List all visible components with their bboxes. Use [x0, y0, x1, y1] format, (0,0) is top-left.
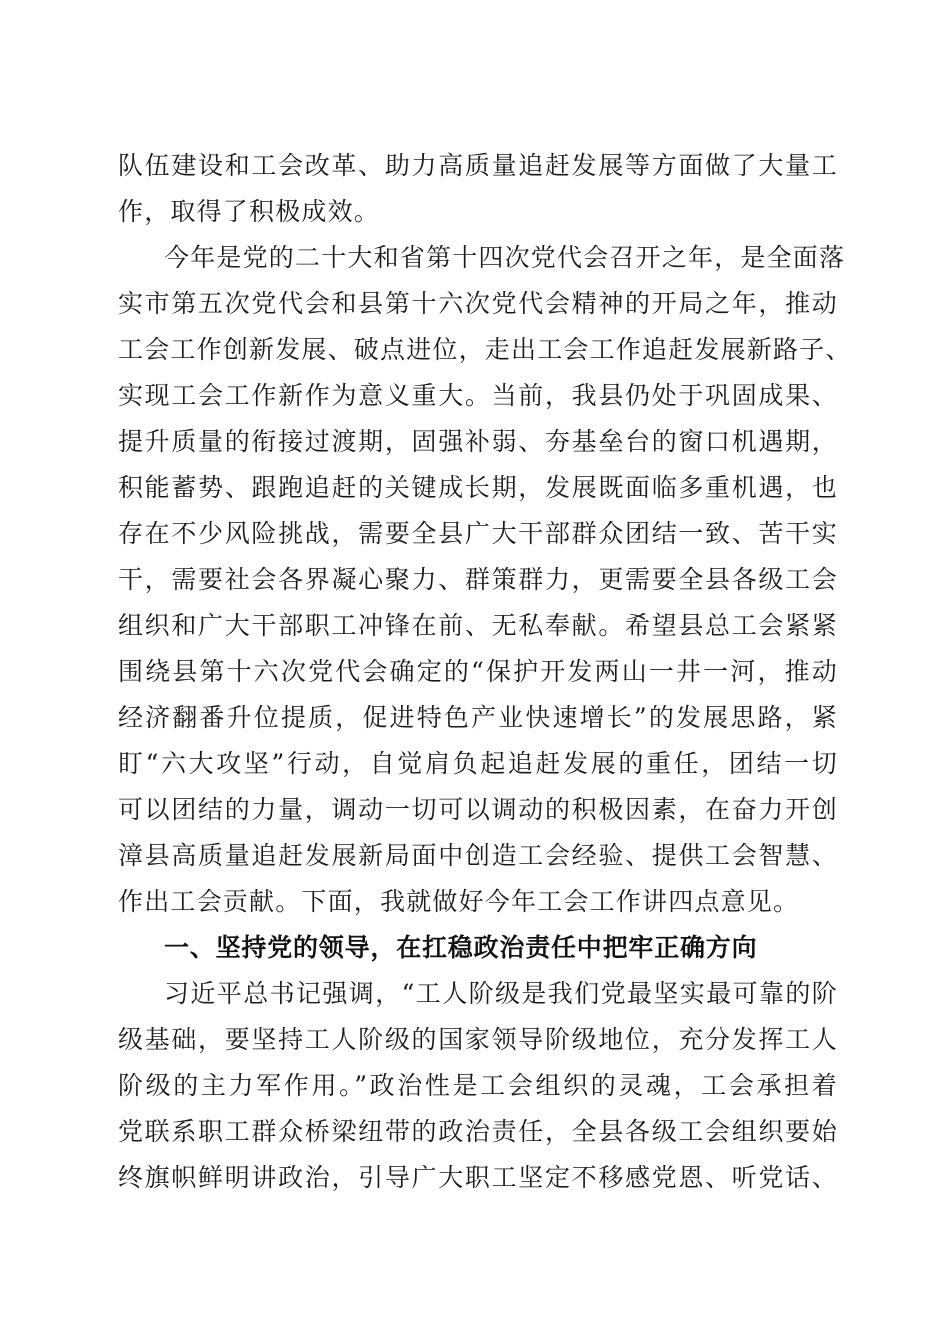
paragraph-1-line-1: 队伍建设和工会改革、助力高质量追赶发展等方面做了大量工 [118, 151, 838, 180]
paragraph-2-line-3: 工会工作创新发展、破点进位，走出工会工作追赶发展新路子、 [118, 335, 852, 364]
paragraph-3-line-2: 级基础，要坚持工人阶级的国家领导阶级地位，充分发挥工人 [118, 1025, 838, 1054]
paragraph-3-line-5: 终旗帜鲜明讲政治，引导广大职工坚定不移感党恩、听党话、 [118, 1163, 838, 1192]
paragraph-2-line-15: 作出工会贡献。下面，我就做好今年工会工作讲四点意见。 [118, 887, 800, 916]
paragraph-2-line-11: 经济翻番升位提质，促进特色产业快速增长”的发展思路，紧 [118, 703, 838, 732]
paragraph-2-line-13: 可以团结的力量，调动一切可以调动的积极因素，在奋力开创 [118, 795, 838, 824]
paragraph-2-line-10: 围绕县第十六次党代会确定的“保护开发两山一井一河，推动 [118, 657, 838, 686]
paragraph-2-line-5: 提升质量的衔接过渡期，固强补弱、夯基垒台的窗口机遇期， [118, 427, 838, 456]
paragraph-3-line-1: 习近平总书记强调，“工人阶级是我们党最坚实最可靠的阶 [164, 979, 838, 1008]
paragraph-2-line-12: 盯“六大攻坚”行动，自觉肩负起追赶发展的重任，团结一切 [118, 749, 838, 778]
paragraph-2-line-14: 漳县高质量追赶发展新局面中创造工会经验、提供工会智慧、 [118, 841, 838, 870]
paragraph-3-line-4: 党联系职工群众桥梁纽带的政治责任，全县各级工会组织要始 [118, 1117, 838, 1146]
paragraph-2-line-6: 积能蓄势、跟跑追赶的关键成长期，发展既面临多重机遇，也 [118, 473, 838, 502]
paragraph-2-line-1: 今年是党的二十大和省第十四次党代会召开之年，是全面落 [164, 243, 846, 272]
paragraph-1-line-2: 作，取得了积极成效。 [118, 197, 381, 226]
section-heading-1: 一、坚持党的领导，在扛稳政治责任中把牢正确方向 [164, 933, 758, 962]
paragraph-2-line-2: 实市第五次党代会和县第十六次党代会精神的开局之年，推动 [118, 289, 838, 318]
paragraph-2-line-8: 干，需要社会各界凝心聚力、群策群力，更需要全县各级工会 [118, 565, 838, 594]
paragraph-2-line-7: 存在不少风险挑战，需要全县广大干部群众团结一致、苦干实 [118, 519, 838, 548]
paragraph-2-line-9: 组织和广大干部职工冲锋在前、无私奉献。希望县总工会紧紧 [118, 611, 838, 640]
paragraph-3-line-3: 阶级的主力军作用。”政治性是工会组织的灵魂，工会承担着 [118, 1071, 838, 1100]
paragraph-2-line-4: 实现工会工作新作为意义重大。当前，我县仍处于巩固成果、 [118, 381, 838, 410]
